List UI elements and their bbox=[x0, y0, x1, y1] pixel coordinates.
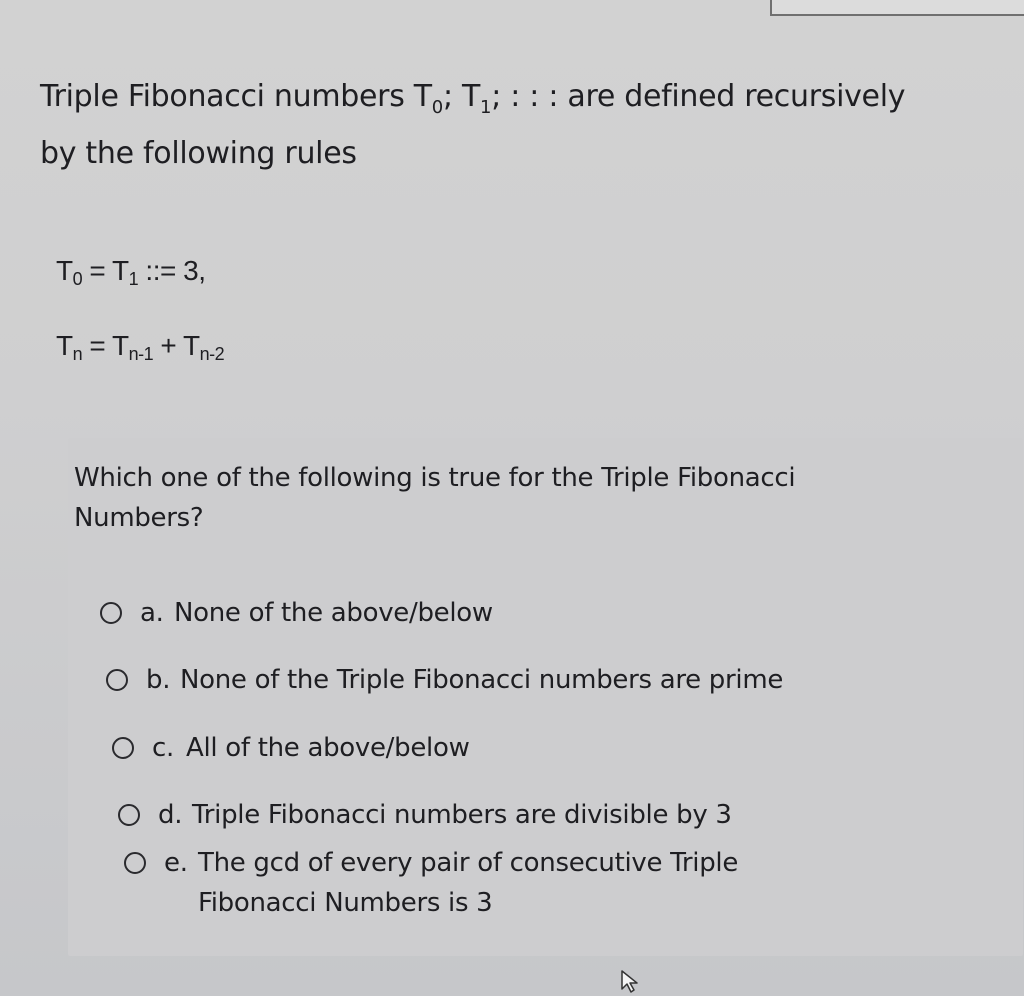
question-text: Which one of the following is true for the Triple Fibonacci Numbers? bbox=[74, 463, 796, 533]
radio-d[interactable] bbox=[118, 804, 140, 826]
option-letter: a. bbox=[140, 598, 164, 628]
option-a[interactable] bbox=[100, 593, 493, 633]
option-text: None of the Triple Fibonacci numbers are prime bbox=[180, 665, 784, 695]
rule-base-case: $T_0 = T_1$ ::= 3, bbox=[56, 255, 206, 289]
option-letter: e. bbox=[164, 848, 188, 878]
option-letter: d. bbox=[158, 800, 183, 830]
radio-b[interactable] bbox=[106, 669, 128, 691]
option-text: None of the above/below bbox=[174, 598, 493, 628]
option-c[interactable] bbox=[112, 728, 470, 768]
option-text: The gcd of every pair of consecutive Triple Fibonacci Numbers is 3 bbox=[198, 848, 739, 918]
option-e[interactable] bbox=[124, 843, 844, 923]
radio-c[interactable] bbox=[112, 737, 134, 759]
rule-recurrence: $T_n = T_{n-1} + T_{n-2}$ bbox=[56, 330, 225, 364]
intro-line-2: by the following rules bbox=[40, 136, 357, 171]
option-letter: c. bbox=[152, 733, 174, 763]
option-text: All of the above/below bbox=[186, 733, 470, 763]
intro-text bbox=[40, 74, 1015, 177]
option-text: Triple Fibonacci numbers are divisible by 3 bbox=[192, 800, 732, 830]
option-d[interactable] bbox=[118, 795, 732, 835]
option-b[interactable] bbox=[106, 660, 783, 700]
radio-e[interactable] bbox=[124, 852, 146, 874]
radio-a[interactable] bbox=[100, 602, 122, 624]
option-letter: b. bbox=[146, 665, 171, 695]
mouse-cursor-icon bbox=[620, 970, 640, 994]
intro-line-1: Triple Fibonacci numbers $T_0$; $T_1$; : : : are defined recursively bbox=[40, 79, 906, 118]
question-block bbox=[68, 438, 1023, 956]
